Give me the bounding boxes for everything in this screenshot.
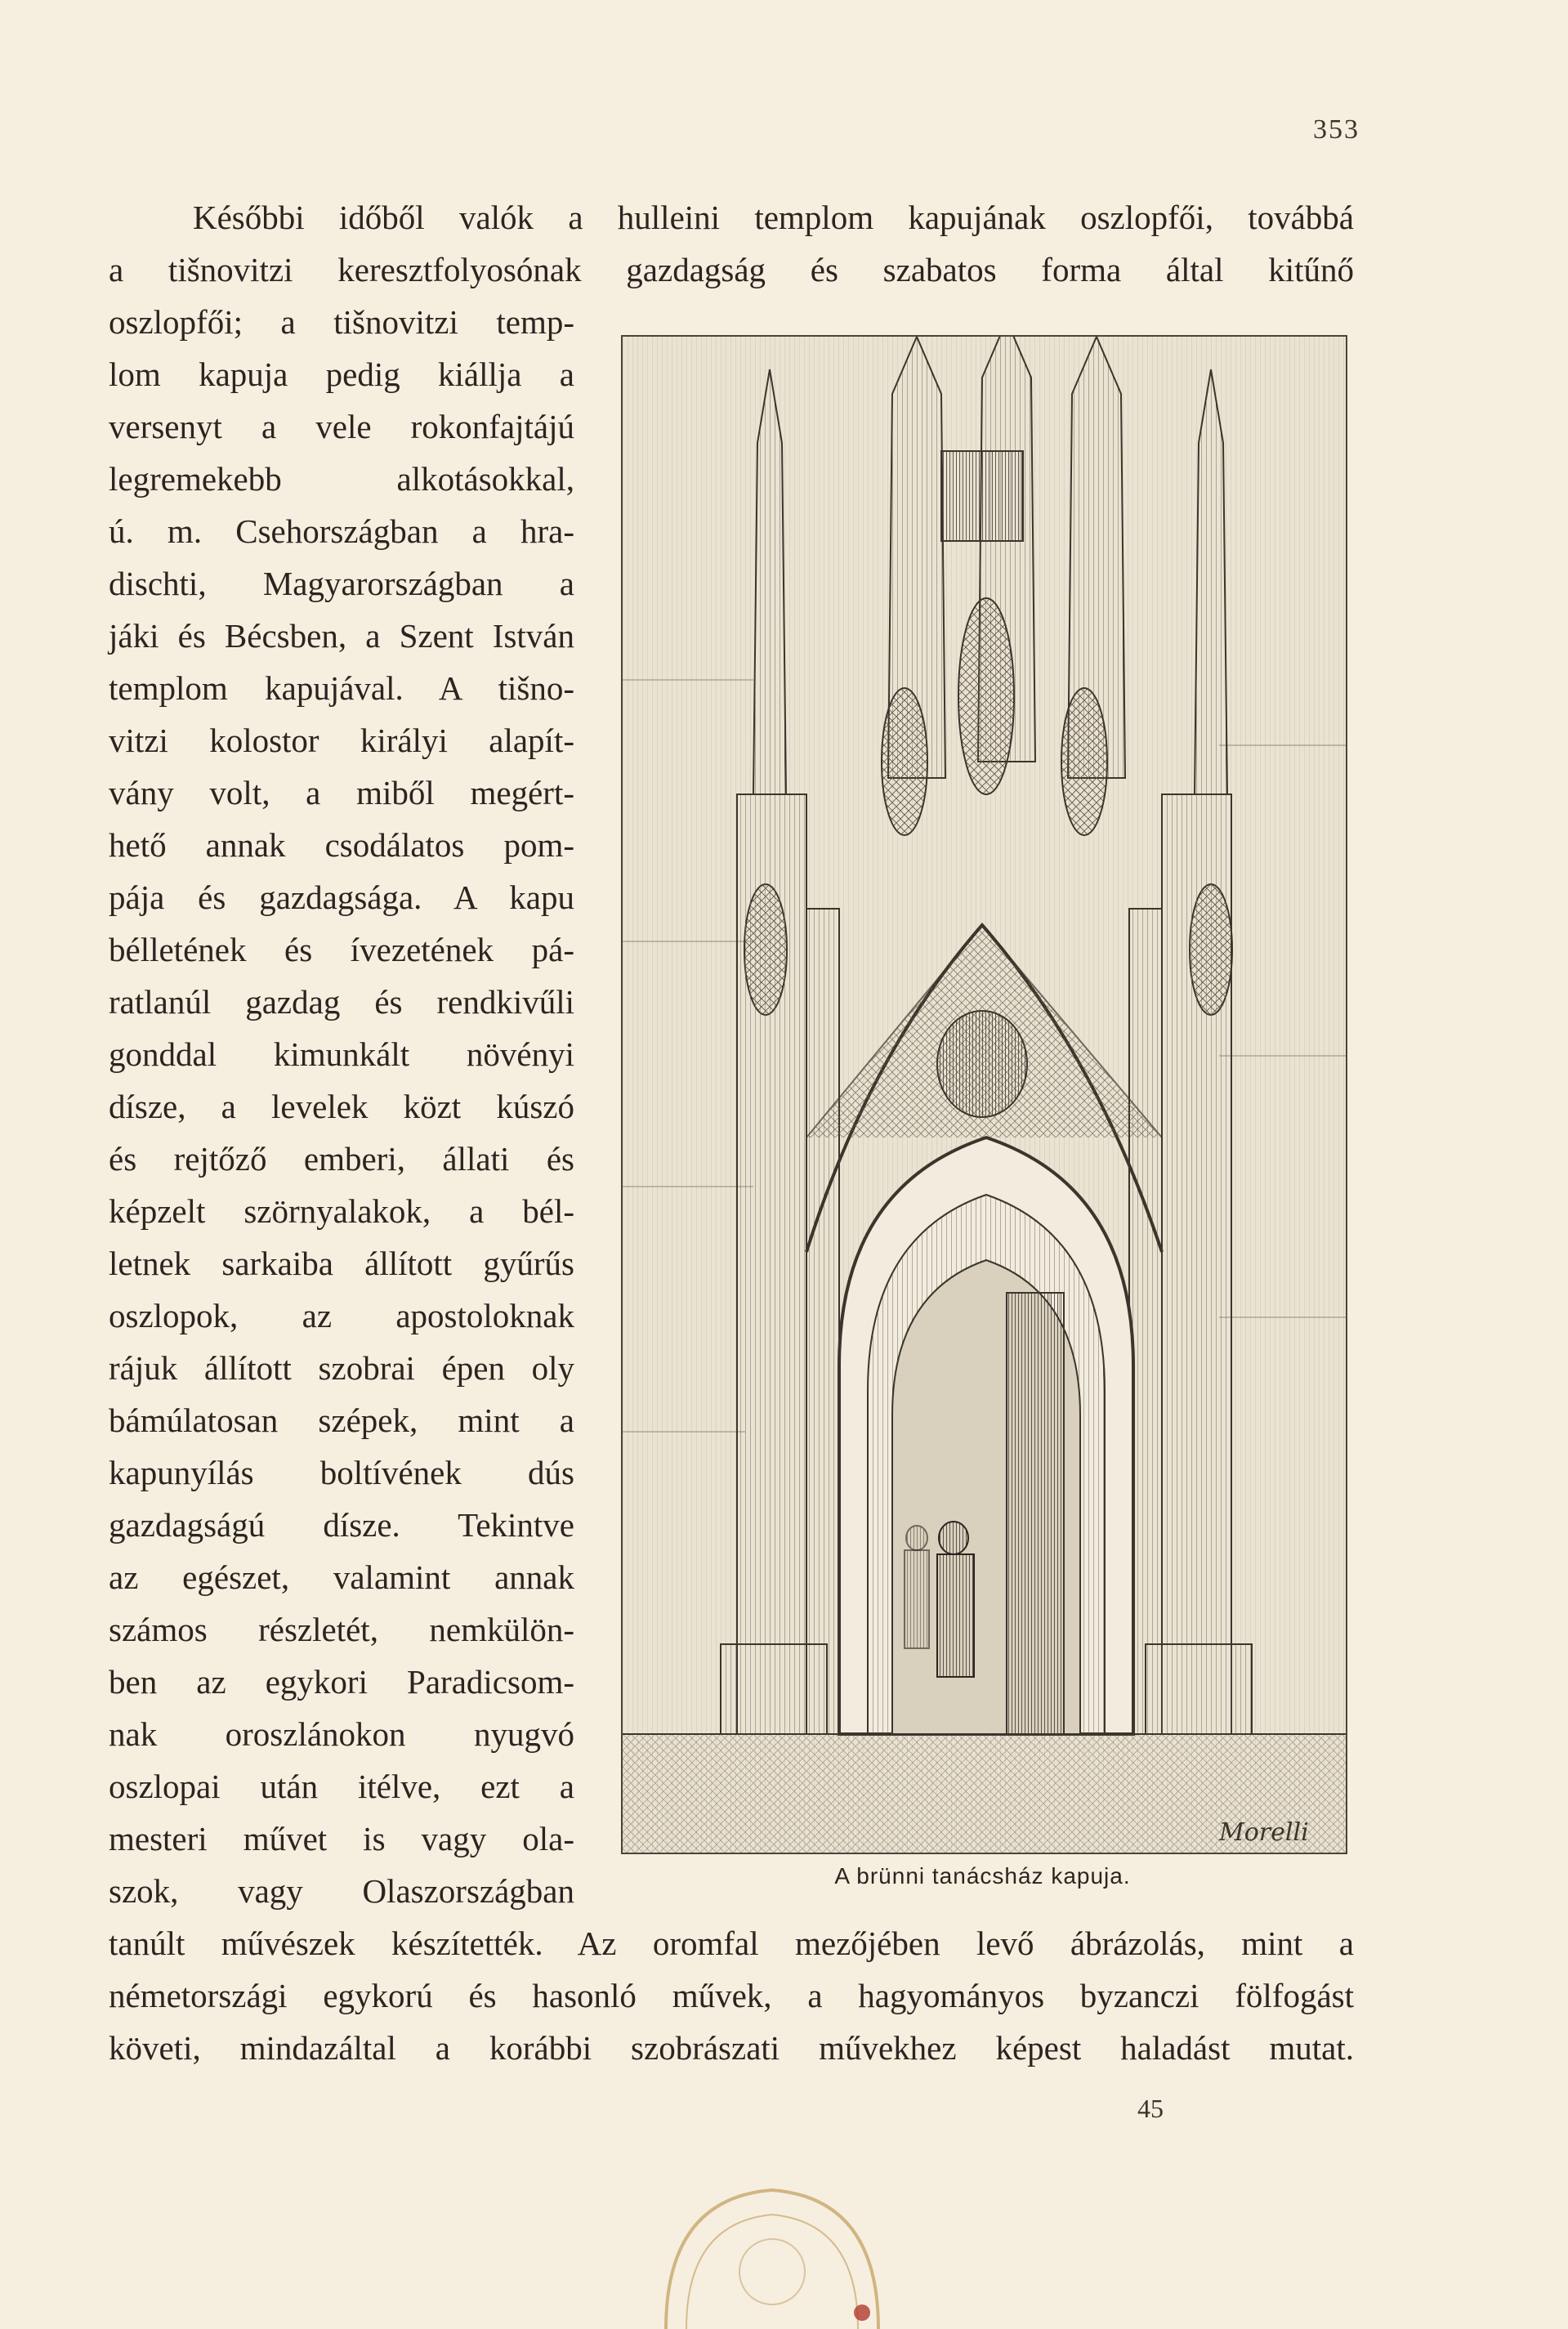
text-line: vány volt, a miből megért- (109, 774, 574, 811)
text-line: vitzi kolostor királyi alapít- (109, 722, 574, 759)
gothic-portal-engraving (623, 337, 1346, 1853)
text-line: Későbbi időből valók a hulleini templom kapujának oszlopfői, továbbá (193, 199, 1354, 236)
text-line: lom kapuja pedig kiállja a (109, 355, 574, 393)
text-line: és rejtőző emberi, állati és (109, 1140, 574, 1178)
text-line: dischti, Magyarországban a (109, 565, 574, 602)
text-line: oszlopfői; a tišnovitzi temp- (109, 303, 574, 341)
text-line: dísze, a levelek közt kúszó (109, 1088, 574, 1125)
text-line: bámúlatosan szépek, mint a (109, 1401, 574, 1439)
text-line: ú. m. Csehországban a hra- (109, 512, 574, 550)
text-line: szok, vagy Olaszországban (109, 1872, 574, 1910)
artist-signature: Morelli (1219, 1818, 1309, 1847)
text-line: hető annak csodálatos pom- (109, 826, 574, 864)
text-line: ben az egykori Paradicsom- (109, 1663, 574, 1701)
text-line: legremekebb alkotásokkal, (109, 460, 574, 498)
text-line: a tišnovitzi keresztfolyosónak gazdagság és szabatos forma által kitűnő (109, 251, 1354, 288)
text-line: követi, mindazáltal a korábbi szobrászati művekhez képest haladást mutat. (109, 2029, 1354, 2067)
text-line: pája és gazdagsága. A kapu (109, 878, 574, 916)
sheet-number: 45 (1137, 2094, 1164, 2123)
text-line: számos részletét, nemkülön- (109, 1611, 574, 1648)
text-line: templom kapujával. A tišno- (109, 669, 574, 707)
text-line: gonddal kimunkált növényi (109, 1035, 574, 1073)
text-line: rájuk állított szobrai épen oly (109, 1349, 574, 1387)
text-line: oszlopok, az apostoloknak (109, 1297, 574, 1334)
figure-caption: A brünni tanácsház kapuja. (834, 1863, 1131, 1889)
text-line: oszlopai után itélve, ezt a (109, 1768, 574, 1805)
library-stamp (650, 2166, 895, 2329)
text-line: mesteri művet is vagy ola- (109, 1820, 574, 1857)
portal-illustration (621, 335, 1347, 1854)
page-number: 353 (1313, 114, 1360, 145)
text-line: versenyt a vele rokonfajtájú (109, 408, 574, 445)
text-line: tanúlt művészek készítették. Az oromfal mezőjében levő ábrázolás, mint a (109, 1924, 1354, 1962)
text-line: kapunyílás boltívének dús (109, 1454, 574, 1491)
text-line: az egészet, valamint annak (109, 1558, 574, 1596)
text-line: ratlanúl gazdag és rendkivűli (109, 983, 574, 1021)
text-line: letnek sarkaiba állított gyűrűs (109, 1245, 574, 1282)
text-line: nak oroszlánokon nyugvó (109, 1715, 574, 1753)
text-line: németországi egykorú és hasonló művek, a hagyományos byzanczi fölfogást (109, 1977, 1354, 2014)
text-line: jáki és Bécsben, a Szent István (109, 617, 574, 655)
text-line: bélletének és ívezetének pá- (109, 931, 574, 968)
text-line: képzelt szörnyalakok, a bél- (109, 1192, 574, 1230)
text-line: gazdagságú dísze. Tekintve (109, 1506, 574, 1544)
